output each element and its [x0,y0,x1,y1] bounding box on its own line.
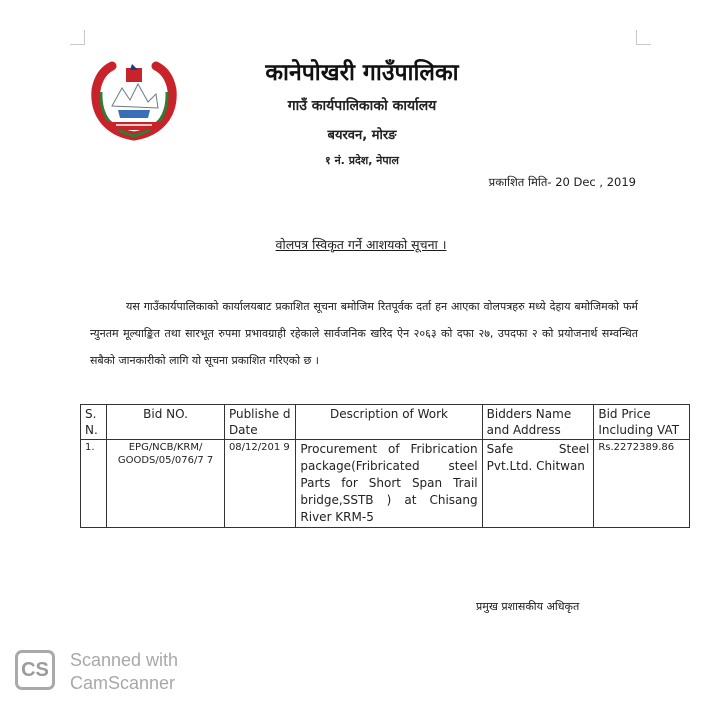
signoff: प्रमुख प्रशासकीय अधिकृत [476,600,580,613]
col-header-sn: S. N. [81,405,107,440]
cell-bid-no: EPG/NCB/KRM/ GOODS/05/076/7 7 [107,440,225,528]
notice-title: वोलपत्र स्विकृत गर्ने आशयको सूचना । [275,237,447,252]
crop-mark-top-right [636,30,651,45]
table-row [81,440,690,528]
watermark-line-2: CamScanner [70,673,176,693]
cell-sn: 1. [81,440,107,528]
cell-price: Rs.2272389.86 [594,440,690,528]
municipality-title: कानेपोखरी गाउँपालिका [265,60,459,86]
published-date: प्रकाशित मिति- 20 Dec , 2019 [488,175,636,189]
col-header-bidders: Bidders Name and Address [482,405,594,440]
cell-description: Procurement of Fribrication package(Fribricated steel Parts for Short Span Trail bridge,SSTB ) at Chisang River KRM-5 [296,440,482,528]
watermark-line-1: Scanned with [70,650,179,670]
table-header-row [81,405,690,440]
bid-table [80,404,690,528]
office-address: बयरवन, मोरङ [327,128,397,143]
cell-published-date: 08/12/201 9 [224,440,295,528]
nepal-emblem-icon [86,60,182,142]
camscanner-watermark [70,649,178,695]
notice-body: यस गाउँकार्यपालिकाको कार्यालयबाट प्रकाशित सूचना बमोजिम रितपूर्वक दर्ता हन आएका वोलपत्रहरु मध्ये देहाय बमोजिमको फर्म न्युनतम मूल्याङ्कित तथा सारभूत रुपमा प्रभावग्राही रहेकाले सार्वजनिक खरिद ऐन २०६३ को दफा २७, उपदफा २ को प्रयोजनार्थ सम्वन्धित सबैको जानकारीको लागि यो सूचना प्रकाशित गरिएको छ । [90,300,638,367]
col-header-description: Description of Work [296,405,482,440]
camscanner-logo-icon: CS [15,650,55,690]
col-header-published-date: Publishe d Date [224,405,295,440]
office-name: गाउँ कार्यपालिकाको कार्यालय [287,98,437,114]
cell-bidders: Safe Steel Pvt.Ltd. Chitwan [482,440,594,528]
col-header-price: Bid Price Including VAT [594,405,690,440]
col-header-bid-no: Bid NO. [107,405,225,440]
province-line: १ नं. प्रदेश, नेपाल [325,154,399,167]
crop-mark-top-left [70,30,85,45]
